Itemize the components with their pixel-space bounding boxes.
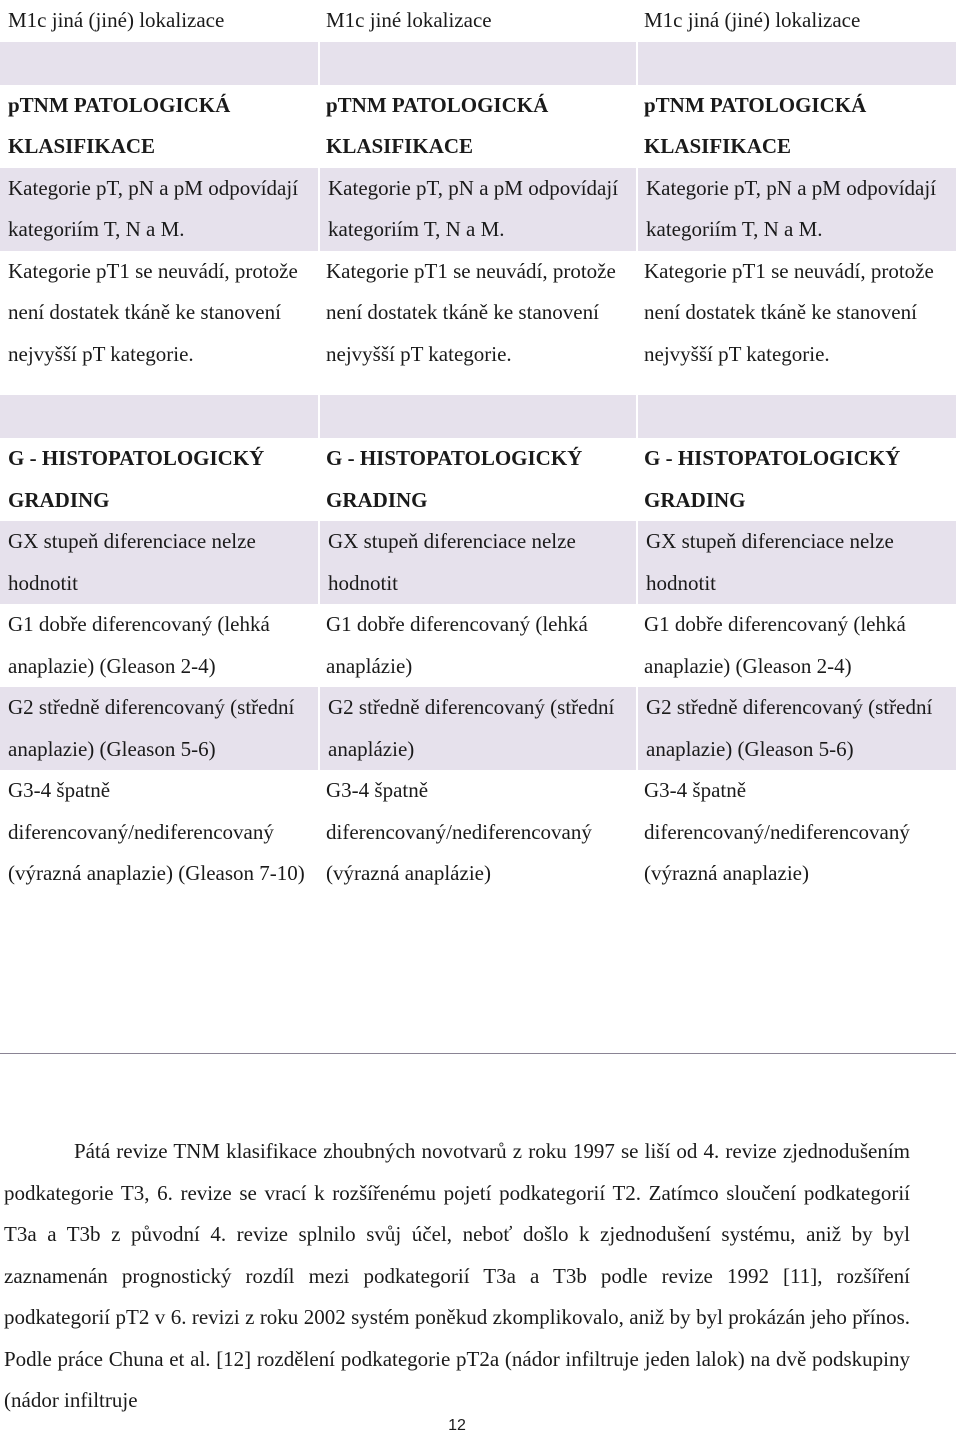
table-row-g2 <box>0 687 956 770</box>
g34-col1: G3-4 špatně diferencovaný/nediferencovaný (výrazná anaplazie) (Gleason 7-10) <box>8 778 305 885</box>
g2-col1: G2 středně diferencovaný (střední anaplazie) (Gleason 5-6) <box>0 687 318 770</box>
g1-col1: G1 dobře diferencovaný (lehká anaplazie) (Gleason 2-4) <box>8 612 270 678</box>
body-paragraph <box>4 1131 910 1422</box>
paragraph-text: Pátá revize TNM klasifikace zhoubných novotvarů z roku 1997 se liší od 4. revize zjednodušením podkategorie T3, 6. revize se vrací k rozšířenému pojetí podkategorií T2. Zatímco sloučení podkategorií T3a a T3b z původní 4. revize splnilo svůj účel, neboť došlo k zjednodušení systému, aniž by byl zaznamenán prognostický rozdíl mezi podkategorií T3a a T3b podle revize 1992 [11], rozšíření podkategorií pT2 v 6. revizi z roku 2002 systém poněkud zkomplikovalo, aniž by byl prokázán jeho přínos. Podle práce Chuna et al. [12] rozdělení podkategorie pT2a (nádor infiltruje jeden lalok) na dvě podskupiny (nádor infiltruje <box>4 1139 910 1412</box>
grading-heading-col2: G - HISTOPATOLOGICKÝ GRADING <box>326 446 583 512</box>
empty-cell <box>636 42 956 85</box>
grading-heading-col3: G - HISTOPATOLOGICKÝ GRADING <box>644 446 901 512</box>
table-row-spacer <box>0 42 956 85</box>
pt1-note-col2: Kategorie pT1 se neuvádí, protože není dostatek tkáně ke stanovení nejvyšší pT kategorie. <box>326 258 616 366</box>
pt1-note-col3: Kategorie pT1 se neuvádí, protože není dostatek tkáně ke stanovení nejvyšší pT kategorie. <box>644 258 934 366</box>
cell-m1c-col1: M1c jiná (jiné) lokalizace <box>8 8 225 32</box>
ptnm-categories-col3: Kategorie pT, pN a pM odpovídají kategoriím T, N a M. <box>636 168 956 251</box>
gx-col3: GX stupeň diferenciace nelze hodnotit <box>636 521 956 604</box>
gx-col1: GX stupeň diferenciace nelze hodnotit <box>0 521 318 604</box>
table-row-gx <box>0 521 956 604</box>
g34-col3: G3-4 špatně diferencovaný/nediferencovaný (výrazná anaplazie) <box>644 778 910 885</box>
table-row-ptnm-heading <box>0 85 956 168</box>
cell-m1c-col3: M1c jiná (jiné) lokalizace <box>644 8 861 32</box>
ptnm-categories-col1: Kategorie pT, pN a pM odpovídají kategoriím T, N a M. <box>0 168 318 251</box>
table-row-g1 <box>0 604 956 687</box>
pt1-note-col1: Kategorie pT1 se neuvádí, protože není dostatek tkáně ke stanovení nejvyšší pT kategorie. <box>8 258 298 366</box>
page-number: 12 <box>448 1417 466 1434</box>
ptnm-heading-col3: pTNM PATOLOGICKÁ KLASIFIKACE <box>644 92 867 158</box>
ptnm-heading-col2: pTNM PATOLOGICKÁ KLASIFIKACE <box>326 92 549 158</box>
table-row-gap <box>0 375 956 395</box>
g2-col3: G2 středně diferencovaný (střední anaplazie) (Gleason 5-6) <box>636 687 956 770</box>
empty-cell <box>0 375 318 395</box>
g2-col2: G2 středně diferencovaný (střední anaplázie) <box>318 687 636 770</box>
table-bottom-rule <box>0 1053 956 1054</box>
g34-col2: G3-4 špatně diferencovaný/nediferencovaný (výrazná anaplázie) <box>326 778 592 885</box>
empty-cell <box>0 395 318 438</box>
ptnm-heading-col1: pTNM PATOLOGICKÁ KLASIFIKACE <box>8 92 231 158</box>
table-row-g34 <box>0 770 956 895</box>
table-row-m1c <box>0 0 956 42</box>
empty-cell <box>636 395 956 438</box>
empty-cell <box>636 375 956 395</box>
empty-cell <box>0 42 318 85</box>
cell-m1c-col2: M1c jiné lokalizace <box>326 8 492 32</box>
gx-col2: GX stupeň diferenciace nelze hodnotit <box>318 521 636 604</box>
table-row-spacer <box>0 395 956 438</box>
table-row-pt1-note <box>0 251 956 376</box>
empty-cell <box>318 375 636 395</box>
g1-col3: G1 dobře diferencovaný (lehká anaplazie) (Gleason 2-4) <box>644 612 906 678</box>
grading-heading-col1: G - HISTOPATOLOGICKÝ GRADING <box>8 446 265 512</box>
ptnm-categories-col2: Kategorie pT, pN a pM odpovídají kategoriím T, N a M. <box>318 168 636 251</box>
g1-col2: G1 dobře diferencovaný (lehká anaplázie) <box>326 612 588 678</box>
empty-cell <box>318 395 636 438</box>
empty-cell <box>318 42 636 85</box>
table-row-ptnm-categories <box>0 168 956 251</box>
table-row-grading-heading <box>0 438 956 521</box>
